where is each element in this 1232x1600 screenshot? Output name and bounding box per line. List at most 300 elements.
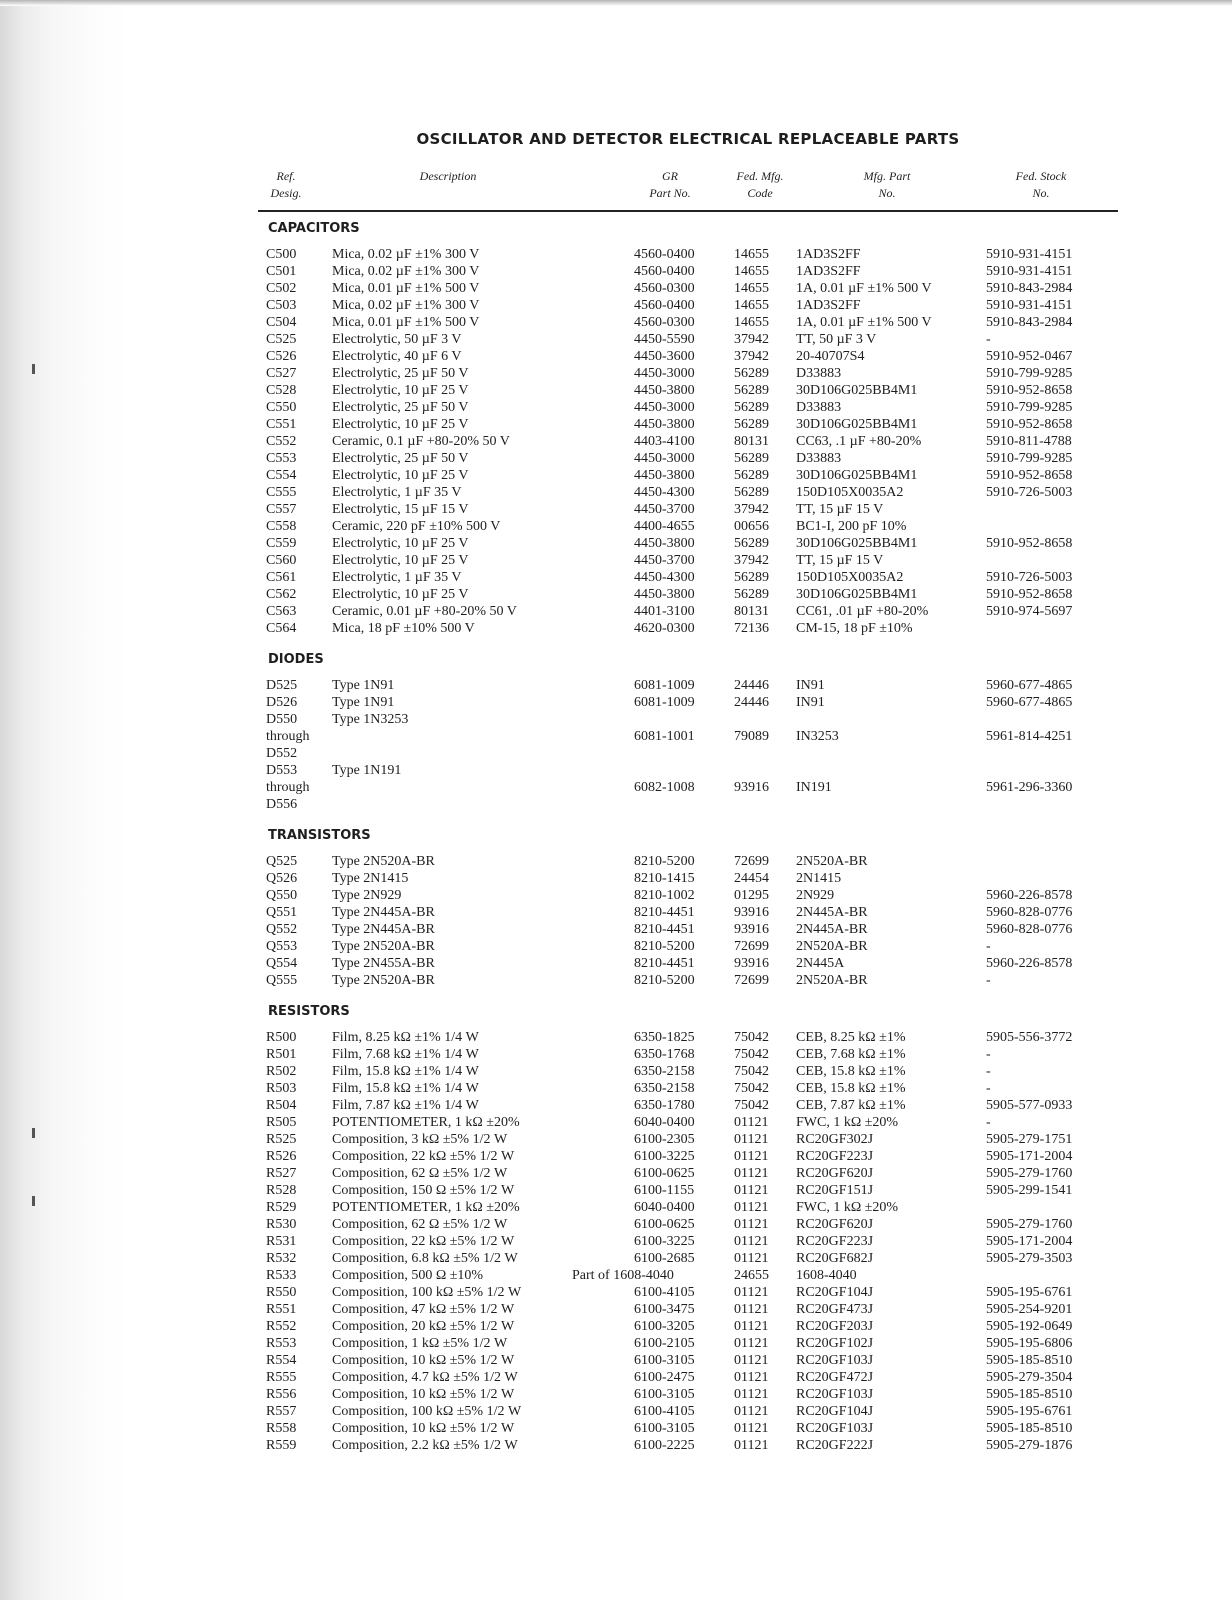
gr-part-number: 6081-1009 — [634, 695, 695, 710]
ref-designator: C554 — [266, 468, 297, 483]
gr-part-number: 8210-5200 — [634, 973, 695, 988]
page-top-edge — [0, 0, 1232, 6]
section-heading: RESISTORS — [268, 1004, 350, 1019]
gr-part-number: 4450-3000 — [634, 451, 695, 466]
fed-stock-number: 5960-828-0776 — [986, 922, 1073, 937]
table-row — [258, 1250, 1118, 1267]
fed-stock-number: 5905-185-8510 — [986, 1353, 1073, 1368]
table-row — [258, 1131, 1118, 1148]
part-description: Electrolytic, 15 µF 15 V — [332, 502, 469, 517]
part-description: Composition, 4.7 kΩ ±5% 1/2 W — [332, 1370, 518, 1385]
fed-stock-number: 5960-677-4865 — [986, 695, 1073, 710]
mfg-code: 01121 — [734, 1183, 769, 1198]
fed-stock-number: 5905-279-1760 — [986, 1166, 1073, 1181]
section-transistors — [258, 827, 1118, 989]
table-row — [258, 1080, 1118, 1097]
table-row — [258, 501, 1118, 518]
gr-part-number: 4560-0400 — [634, 298, 695, 313]
ref-designator: C528 — [266, 383, 297, 398]
fed-stock-number: 5905-195-6761 — [986, 1404, 1073, 1419]
mfg-part-number: RC20GF103J — [796, 1387, 874, 1402]
table-row — [258, 1063, 1118, 1080]
mfg-code: 56289 — [734, 417, 769, 432]
table-row — [258, 1420, 1118, 1437]
fed-stock-number: 5910-952-8658 — [986, 417, 1073, 432]
table-row — [258, 711, 1118, 762]
page-title: OSCILLATOR AND DETECTOR ELECTRICAL REPLACEABLE PARTS — [416, 130, 960, 148]
gr-part-number: 6100-3225 — [634, 1234, 695, 1249]
mfg-code: 56289 — [734, 468, 769, 483]
mfg-code: 75042 — [734, 1030, 769, 1045]
table-row — [258, 1165, 1118, 1182]
mfg-part-number: 20-40707S4 — [796, 349, 865, 364]
binding-mark — [32, 1128, 35, 1138]
mfg-code: 24446 — [734, 678, 769, 693]
fed-stock-number: 5960-226-8578 — [986, 888, 1073, 903]
ref-designator: C561 — [266, 570, 297, 585]
mfg-code: 72699 — [734, 939, 769, 954]
col-gr-part-no: GR Part No. — [649, 169, 691, 200]
mfg-part-number: 2N445A-BR — [796, 905, 868, 920]
part-description: Type 2N929 — [332, 888, 402, 903]
part-description: Mica, 0.02 µF ±1% 300 V — [332, 298, 480, 313]
mfg-code: 56289 — [734, 383, 769, 398]
gr-part-number: 4401-3100 — [634, 604, 695, 619]
part-description: Electrolytic, 10 µF 25 V — [332, 536, 469, 551]
part-description: Electrolytic, 10 µF 25 V — [332, 553, 469, 568]
table-row — [258, 1318, 1118, 1335]
mfg-code: 01121 — [734, 1115, 769, 1130]
mfg-part-number: RC20GF682J — [796, 1251, 874, 1266]
ref-designator: C555 — [266, 485, 297, 500]
mfg-part-number: 150D105X0035A2 — [796, 570, 904, 585]
mfg-part-number: 30D106G025BB4M1 — [796, 417, 918, 432]
mfg-code: 01121 — [734, 1421, 769, 1436]
mfg-code: 01121 — [734, 1387, 769, 1402]
part-description: Composition, 100 kΩ ±5% 1/2 W — [332, 1285, 522, 1300]
table-row — [258, 433, 1118, 450]
ref-designator: C526 — [266, 349, 297, 364]
mfg-part-number: 30D106G025BB4M1 — [796, 468, 918, 483]
fed-stock-number: 5910-931-4151 — [986, 298, 1073, 313]
gr-part-number: 6350-2158 — [634, 1081, 695, 1096]
ref-designator: C551 — [266, 417, 297, 432]
part-description: Electrolytic, 25 µF 50 V — [332, 366, 469, 381]
mfg-part-number: RC20GF203J — [796, 1319, 874, 1334]
ref-designator: C552 — [266, 434, 297, 449]
gr-part-number: 6100-2305 — [634, 1132, 695, 1147]
ref-designator: R530 — [266, 1217, 297, 1232]
fed-stock-number: 5905-195-6761 — [986, 1285, 1073, 1300]
gr-part-number: 8210-1002 — [634, 888, 695, 903]
gr-part-number: 6100-2475 — [634, 1370, 695, 1385]
mfg-part-number: 30D106G025BB4M1 — [796, 587, 918, 602]
mfg-code: 01121 — [734, 1166, 769, 1181]
gr-part-number: 4450-4300 — [634, 570, 695, 585]
ref-designator: C525 — [266, 332, 297, 347]
fed-stock-number: 5910-931-4151 — [986, 264, 1073, 279]
ref-designator: R556 — [266, 1387, 297, 1402]
ref-designator: D525 — [266, 678, 298, 693]
mfg-part-number: RC20GF620J — [796, 1166, 874, 1181]
section-heading: TRANSISTORS — [268, 828, 371, 843]
ref-designator: R500 — [266, 1030, 297, 1045]
fed-stock-number: - — [986, 332, 991, 347]
gr-part-number: 6040-0400 — [634, 1115, 695, 1130]
gr-part-number: 6100-4105 — [634, 1285, 695, 1300]
table-row — [258, 904, 1118, 921]
part-description: Composition, 500 Ω ±10% — [332, 1268, 484, 1283]
part-description: Type 1N191 — [332, 763, 402, 778]
ref-designator: R550 — [266, 1285, 297, 1300]
ref-designator: R531 — [266, 1234, 297, 1249]
mfg-part-number: RC20GF103J — [796, 1353, 874, 1368]
mfg-code: 37942 — [734, 553, 769, 568]
mfg-code: 37942 — [734, 502, 769, 517]
part-description: Composition, 22 kΩ ±5% 1/2 W — [332, 1149, 515, 1164]
mfg-code: 93916 — [734, 956, 769, 971]
mfg-part-number: RC20GF104J — [796, 1285, 874, 1300]
gr-part-number: 4450-5590 — [634, 332, 695, 347]
mfg-part-number: RC20GF223J — [796, 1149, 874, 1164]
table-row — [258, 399, 1118, 416]
ref-designator: R505 — [266, 1115, 297, 1130]
mfg-part-number: 30D106G025BB4M1 — [796, 383, 918, 398]
ref-designator: R502 — [266, 1064, 297, 1079]
mfg-part-number: CC61, .01 µF +80-20% — [796, 604, 929, 619]
gr-part-number: 6081-1009 — [634, 678, 695, 693]
part-description: Mica, 0.01 µF ±1% 500 V — [332, 315, 480, 330]
gr-part-number: 8210-5200 — [634, 854, 695, 869]
table-row — [258, 535, 1118, 552]
mfg-code: 01295 — [734, 888, 769, 903]
table-row — [258, 887, 1118, 904]
gr-part-number: 6100-3475 — [634, 1302, 695, 1317]
table-row — [258, 1335, 1118, 1352]
mfg-part-number: CEB, 7.87 kΩ ±1% — [796, 1098, 906, 1113]
table-row — [258, 694, 1118, 711]
table-row — [258, 1046, 1118, 1063]
part-description: Composition, 2.2 kΩ ±5% 1/2 W — [332, 1438, 518, 1453]
gr-part-number: 6100-4105 — [634, 1404, 695, 1419]
mfg-code: 56289 — [734, 536, 769, 551]
fed-stock-number: 5905-279-3504 — [986, 1370, 1073, 1385]
gr-part-number: 8210-4451 — [634, 956, 695, 971]
mfg-part-number: CEB, 15.8 kΩ ±1% — [796, 1064, 906, 1079]
part-description: Film, 7.87 kΩ ±1% 1/4 W — [332, 1098, 479, 1113]
fed-stock-number: 5905-299-1541 — [986, 1183, 1073, 1198]
fed-stock-number: 5905-279-1876 — [986, 1438, 1073, 1453]
mfg-part-number: TT, 15 µF 15 V — [796, 502, 884, 517]
gr-part-number: 6081-1001 — [634, 729, 695, 744]
binding-mark — [32, 364, 35, 374]
mfg-part-number: CEB, 8.25 kΩ ±1% — [796, 1030, 906, 1045]
gr-part-number: 6350-1825 — [634, 1030, 695, 1045]
ref-designator: R529 — [266, 1200, 297, 1215]
part-description: Film, 7.68 kΩ ±1% 1/4 W — [332, 1047, 479, 1062]
mfg-part-number: 2N445A-BR — [796, 922, 868, 937]
ref-designator: R504 — [266, 1098, 297, 1113]
part-description: Composition, 150 Ω ±5% 1/2 W — [332, 1183, 515, 1198]
table-row — [258, 450, 1118, 467]
table-row — [258, 870, 1118, 887]
ref-designator: D550 through D552 — [266, 712, 310, 761]
fed-stock-number: 5905-185-8510 — [986, 1387, 1073, 1402]
fed-stock-number: 5910-726-5003 — [986, 485, 1073, 500]
mfg-part-number: BC1-I, 200 pF 10% — [796, 519, 907, 534]
section-heading: CAPACITORS — [268, 221, 360, 236]
table-row — [258, 620, 1118, 637]
mfg-part-number: FWC, 1 kΩ ±20% — [796, 1200, 899, 1215]
mfg-part-number: RC20GF104J — [796, 1404, 874, 1419]
fed-stock-number: 5961-296-3360 — [986, 780, 1073, 795]
gr-part-number: 4450-3700 — [634, 502, 695, 517]
mfg-code: 01121 — [734, 1132, 769, 1147]
ref-designator: R503 — [266, 1081, 297, 1096]
part-description: Ceramic, 0.01 µF +80-20% 50 V — [332, 604, 517, 619]
mfg-code: 01121 — [734, 1149, 769, 1164]
ref-designator: R525 — [266, 1132, 297, 1147]
part-description: Electrolytic, 10 µF 25 V — [332, 383, 469, 398]
ref-designator: C562 — [266, 587, 297, 602]
mfg-code: 56289 — [734, 587, 769, 602]
part-description: Composition, 20 kΩ ±5% 1/2 W — [332, 1319, 515, 1334]
mfg-code: 80131 — [734, 434, 769, 449]
ref-designator: C500 — [266, 247, 297, 262]
mfg-part-number: 1A, 0.01 µF ±1% 500 V — [796, 315, 932, 330]
part-description: Composition, 100 kΩ ±5% 1/2 W — [332, 1404, 522, 1419]
mfg-code: 01121 — [734, 1285, 769, 1300]
part-description: Mica, 0.02 µF ±1% 300 V — [332, 264, 480, 279]
mfg-part-number: RC20GF473J — [796, 1302, 874, 1317]
fed-stock-number: 5910-799-9285 — [986, 366, 1073, 381]
mfg-code: 24446 — [734, 695, 769, 710]
mfg-code: 56289 — [734, 485, 769, 500]
mfg-code: 75042 — [734, 1047, 769, 1062]
mfg-part-number: CM-15, 18 pF ±10% — [796, 621, 913, 636]
mfg-part-number: D33883 — [796, 451, 842, 466]
part-description: Electrolytic, 10 µF 25 V — [332, 417, 469, 432]
mfg-part-number: D33883 — [796, 366, 842, 381]
ref-designator: C550 — [266, 400, 297, 415]
gr-part-number: 4450-3800 — [634, 417, 695, 432]
mfg-part-number: FWC, 1 kΩ ±20% — [796, 1115, 899, 1130]
gr-part-number: 4400-4655 — [634, 519, 695, 534]
ref-designator: R558 — [266, 1421, 297, 1436]
ref-designator: D553 through D556 — [266, 763, 310, 812]
part-description: Type 1N3253 — [332, 712, 409, 727]
mfg-part-number: 1608-4040 — [796, 1268, 857, 1283]
gr-part-number: 8210-5200 — [634, 939, 695, 954]
mfg-part-number: IN91 — [796, 695, 825, 710]
table-row — [258, 467, 1118, 484]
table-row — [258, 1148, 1118, 1165]
table-row — [258, 280, 1118, 297]
col-ref-desig: Ref. Desig. — [270, 169, 302, 200]
table-row — [258, 1284, 1118, 1301]
fed-stock-number: 5960-677-4865 — [986, 678, 1073, 693]
part-description: Composition, 62 Ω ±5% 1/2 W — [332, 1217, 508, 1232]
mfg-code: 14655 — [734, 264, 769, 279]
mfg-code: 56289 — [734, 570, 769, 585]
mfg-part-number: CEB, 15.8 kΩ ±1% — [796, 1081, 906, 1096]
col-fed-mfg-code: Fed. Mfg. Code — [736, 169, 784, 200]
fed-stock-number: 5910-952-8658 — [986, 383, 1073, 398]
ref-designator: C502 — [266, 281, 297, 296]
mfg-part-number: RC20GF222J — [796, 1438, 874, 1453]
gr-part-number: 6100-3105 — [634, 1353, 695, 1368]
part-description: Composition, 10 kΩ ±5% 1/2 W — [332, 1421, 515, 1436]
fed-stock-number: 5910-952-8658 — [986, 468, 1073, 483]
table-row — [258, 972, 1118, 989]
mfg-code: 01121 — [734, 1200, 769, 1215]
gr-part-number: 4450-3000 — [634, 366, 695, 381]
part-description: Electrolytic, 1 µF 35 V — [332, 570, 462, 585]
gr-part-number: 6100-3105 — [634, 1387, 695, 1402]
ref-designator: C503 — [266, 298, 297, 313]
part-description: Film, 8.25 kΩ ±1% 1/4 W — [332, 1030, 479, 1045]
binding-mark — [32, 1196, 35, 1206]
gr-part-number: 8210-4451 — [634, 922, 695, 937]
fed-stock-number: 5910-974-5697 — [986, 604, 1073, 619]
part-description: Ceramic, 220 pF ±10% 500 V — [332, 519, 501, 534]
fed-stock-number: - — [986, 1115, 991, 1130]
part-description: Electrolytic, 10 µF 25 V — [332, 468, 469, 483]
mfg-code: 01121 — [734, 1438, 769, 1453]
part-description: Type 2N1415 — [332, 871, 409, 886]
mfg-part-number: 2N445A — [796, 956, 845, 971]
fed-stock-number: - — [986, 939, 991, 954]
section-capacitors — [258, 220, 1118, 637]
mfg-part-number: 2N929 — [796, 888, 835, 903]
mfg-part-number: RC20GF620J — [796, 1217, 874, 1232]
mfg-code: 75042 — [734, 1064, 769, 1079]
fed-stock-number: 5905-279-1760 — [986, 1217, 1073, 1232]
gr-part-number: 4450-3800 — [634, 468, 695, 483]
fed-stock-number: 5910-843-2984 — [986, 315, 1073, 330]
ref-designator: Q554 — [266, 956, 298, 971]
gr-part-number: 6350-1768 — [634, 1047, 695, 1062]
table-row — [258, 365, 1118, 382]
fed-stock-number: 5910-952-8658 — [986, 536, 1073, 551]
ref-designator: R552 — [266, 1319, 297, 1334]
mfg-code: 93916 — [734, 780, 769, 795]
mfg-code: 75042 — [734, 1098, 769, 1113]
table-row — [258, 921, 1118, 938]
gr-part-number: 4560-0400 — [634, 264, 695, 279]
table-row — [258, 1403, 1118, 1420]
gr-part-number: 4450-3700 — [634, 553, 695, 568]
ref-designator: R533 — [266, 1268, 297, 1283]
table-row — [258, 1369, 1118, 1386]
ref-designator: R557 — [266, 1404, 297, 1419]
gr-part-number: 6100-3205 — [634, 1319, 695, 1334]
fed-stock-number: 5960-226-8578 — [986, 956, 1073, 971]
gr-part-number: 4560-0300 — [634, 281, 695, 296]
ref-designator: D526 — [266, 695, 298, 710]
table-row — [258, 314, 1118, 331]
mfg-part-number: 1AD3S2FF — [796, 264, 861, 279]
fed-stock-number: 5910-799-9285 — [986, 400, 1073, 415]
part-description: Composition, 22 kΩ ±5% 1/2 W — [332, 1234, 515, 1249]
fed-stock-number: 5905-171-2004 — [986, 1149, 1073, 1164]
mfg-part-number: RC20GF302J — [796, 1132, 874, 1147]
table-row — [258, 1114, 1118, 1131]
gr-part-number: Part of 1608-4040 — [572, 1268, 674, 1283]
ref-designator: R553 — [266, 1336, 297, 1351]
ref-designator: C559 — [266, 536, 297, 551]
part-description: Type 2N520A-BR — [332, 973, 435, 988]
table-row — [258, 938, 1118, 955]
part-description: Composition, 3 kΩ ±5% 1/2 W — [332, 1132, 508, 1147]
part-description: Electrolytic, 10 µF 25 V — [332, 587, 469, 602]
part-description: Type 1N91 — [332, 695, 395, 710]
mfg-part-number: 30D106G025BB4M1 — [796, 536, 918, 551]
mfg-code: 72136 — [734, 621, 769, 636]
mfg-code: 01121 — [734, 1234, 769, 1249]
mfg-part-number: IN3253 — [796, 729, 839, 744]
mfg-code: 14655 — [734, 298, 769, 313]
gr-part-number: 8210-4451 — [634, 905, 695, 920]
table-row — [258, 1216, 1118, 1233]
part-description: Composition, 62 Ω ±5% 1/2 W — [332, 1166, 508, 1181]
mfg-code: 79089 — [734, 729, 769, 744]
mfg-part-number: 2N520A-BR — [796, 973, 868, 988]
mfg-part-number: RC20GF102J — [796, 1336, 874, 1351]
mfg-part-number: 150D105X0035A2 — [796, 485, 904, 500]
mfg-part-number: TT, 50 µF 3 V — [796, 332, 877, 347]
gr-part-number: 6100-2225 — [634, 1438, 695, 1453]
fed-stock-number: 5905-279-1751 — [986, 1132, 1073, 1147]
mfg-code: 24655 — [734, 1268, 769, 1283]
ref-designator: C527 — [266, 366, 297, 381]
part-description: Ceramic, 0.1 µF +80-20% 50 V — [332, 434, 510, 449]
section-diodes — [258, 651, 1118, 813]
mfg-code: 01121 — [734, 1302, 769, 1317]
table-row — [258, 1301, 1118, 1318]
mfg-code: 01121 — [734, 1336, 769, 1351]
ref-designator: Q552 — [266, 922, 298, 937]
fed-stock-number: 5910-952-0467 — [986, 349, 1073, 364]
table-row — [258, 382, 1118, 399]
fed-stock-number: 5910-726-5003 — [986, 570, 1073, 585]
fed-stock-number: 5905-195-6806 — [986, 1336, 1073, 1351]
gr-part-number: 4620-0300 — [634, 621, 695, 636]
mfg-part-number: 1AD3S2FF — [796, 298, 861, 313]
table-row — [258, 416, 1118, 433]
mfg-code: 93916 — [734, 905, 769, 920]
fed-stock-number: 5905-254-9201 — [986, 1302, 1073, 1317]
part-description: Type 2N520A-BR — [332, 939, 435, 954]
ref-designator: R532 — [266, 1251, 297, 1266]
part-description: Film, 15.8 kΩ ±1% 1/4 W — [332, 1081, 479, 1096]
gr-part-number: 6100-1155 — [634, 1183, 695, 1198]
fed-stock-number: 5910-843-2984 — [986, 281, 1073, 296]
fed-stock-number: 5960-828-0776 — [986, 905, 1073, 920]
ref-designator: R528 — [266, 1183, 297, 1198]
table-row — [258, 955, 1118, 972]
gr-part-number: 6100-3225 — [634, 1149, 695, 1164]
part-description: Composition, 6.8 kΩ ±5% 1/2 W — [332, 1251, 518, 1266]
mfg-code: 01121 — [734, 1370, 769, 1385]
mfg-code: 56289 — [734, 451, 769, 466]
mfg-part-number: TT, 15 µF 15 V — [796, 553, 884, 568]
mfg-part-number: 2N520A-BR — [796, 854, 868, 869]
ref-designator: C564 — [266, 621, 297, 636]
gr-part-number: 4560-0400 — [634, 247, 695, 262]
column-headers — [258, 168, 1118, 212]
table-row — [258, 1386, 1118, 1403]
